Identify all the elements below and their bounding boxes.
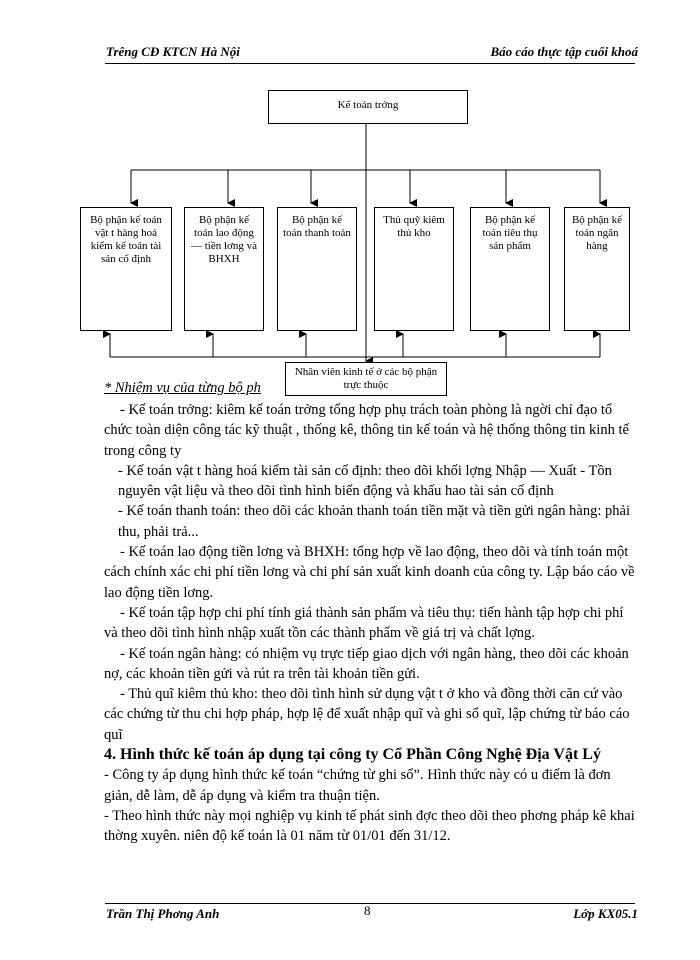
footer-class: Lớp KX05.1 [573,906,638,921]
box-dept-sales: Bộ phận kế toán tiêu thụ sản phẩm [470,207,550,331]
header-school: Trêng CĐ KTCN Hà Nội [106,44,240,59]
paragraph: - Theo hình thức này mọi nghiệp vụ kinh tế phát sinh đợc theo dõi theo phơng pháp kê khai thờng xuyên. niên độ kế toán là 01 năm từ 01/01 đến 31/12. [104,807,635,845]
page-number: 8 [364,903,371,918]
paragraph: - Kế toán trởng: kiêm kế toán trởng tổng hợp phụ trách toàn phòng là ngời chỉ đạo tổ chức toàn diện công tác kỹ thuật , thống kê, thông tin kế toán và hệ thống thông tin kinh tế trong công ty [104,402,629,459]
box-dept-treasury: Thủ quỹ kiêm thủ kho [374,207,454,331]
section-heading: * Nhiệm vụ của từng bộ ph [104,380,261,396]
box-dept-bank: Bộ phận kế toán ngân hàng [564,207,630,331]
footer-author: Trần Thị Phơng Anh [106,906,220,921]
paragraph: - Thủ quĩ kiêm thủ kho: theo dõi tình hình sử dụng vật t ở kho và đồng thời căn cứ vào các chứng từ thu chi hợp pháp, hợp lệ để xuất nhập quĩ và ghi sổ quĩ, lập chứng từ báo cáo quĩ [104,686,630,743]
box-dept-payroll: Bộ phận kế toán lao động — tiền lơng và BHXH [184,207,264,331]
section-4-heading: 4. Hình thức kế toán áp dụng tại công ty Cổ Phần Công Nghệ Địa Vật Lý [104,746,601,764]
paragraph: - Kế toán tập hợp chi phí tính giá thành sản phẩm và tiêu thụ: tiến hành tập hợp chi phí và theo dõi tình hình nhập xuất tồn các thành phẩm về giá trị và chất lợng. [104,604,624,642]
box-staff: Nhân viên kinh tế ở các bộ phận trực thuộc [285,362,447,396]
paragraph: - Kế toán lao động tiền lơng và BHXH: tổng hợp về lao động, theo dõi và tính toán một cách chính xác chi phí tiền lơng và chi phí sản xuất kinh doanh của công ty. Lập báo cáo về lao động tiền lơng. [104,544,635,601]
box-dept-payments: Bộ phận kế toán thanh toán [277,207,357,331]
paragraph: - Công ty áp dụng hình thức kế toán “chứng từ ghi sổ”. Hình thức này có u điểm là đơn giản, dễ làm, dễ áp dụng và kiểm tra thuận tiện. [104,767,611,804]
paragraph: - Kế toán ngân hàng: có nhiệm vụ trực tiếp giao dịch với ngân hàng, theo dõi các khoản nợ, các khoản tiền gửi và rút ra trên tài khoản tiền gửi. [104,645,629,682]
header-report-title: Báo cáo thực tập cuối khoá [490,44,638,59]
box-dept-assets: Bộ phận kế toán vật t hàng hoá kiểm kế toán tài sản cố định [80,207,172,331]
box-chief-accountant: Kế toán trởng [268,90,468,124]
paragraph: - Kế toán vật t hàng hoá kiểm tài sản cố định: theo dõi khối lợng Nhập — Xuất - Tồn nguyên vật liệu và theo dõi tình hình biến động và khấu hao tài sản cố định [118,462,612,500]
paragraph: - Kế toán thanh toán: theo dõi các khoản thanh toán tiền mặt và tiền gửi ngân hàng: phải thu, phải trả... [118,503,630,540]
body-text [104,400,640,847]
